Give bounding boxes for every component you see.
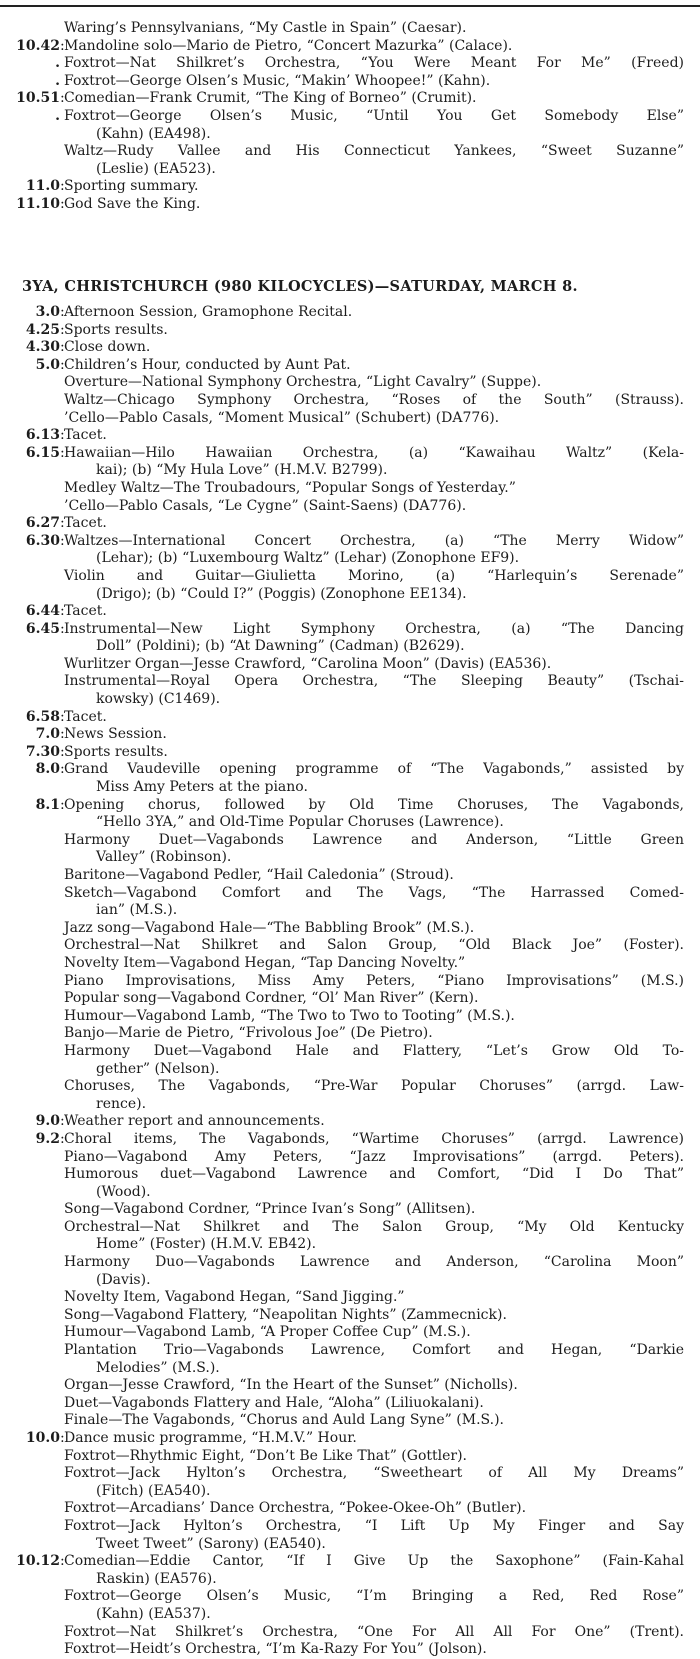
time-colon: :	[60, 444, 65, 461]
time-label: 7.0	[35, 726, 60, 743]
programme-line	[0, 1360, 700, 1378]
programme-text: Humour—Vagabond Lamb, “The Two to Two to Tooting” (M.S.).	[64, 1007, 515, 1024]
programme-line	[0, 990, 700, 1008]
time-label: 6.30	[25, 532, 60, 549]
time-label: 11.10	[16, 195, 60, 212]
programme-line	[0, 1289, 700, 1307]
programme-line	[0, 1184, 700, 1202]
programme-text: Waltz—Chicago Symphony Orchestra, “Roses of the South” (Strauss).	[64, 391, 684, 408]
programme-text: Tacet.	[64, 603, 107, 620]
programme-text: Raskin) (EA576).	[96, 1570, 217, 1587]
programme-line	[0, 339, 700, 357]
programme-line	[0, 1166, 700, 1184]
programme-line	[0, 1324, 700, 1342]
programme-text: Novelty Item, Vagabond Hegan, “Sand Jigging.”	[64, 1289, 405, 1306]
programme-line	[0, 902, 700, 920]
programme-line	[0, 1624, 700, 1642]
time-colon: :	[60, 620, 65, 637]
programme-text: (Kahn) (EA537).	[96, 1605, 211, 1622]
christchurch-programme	[0, 304, 700, 1659]
programme-line	[0, 638, 700, 656]
programme-line	[0, 779, 700, 797]
time-label: 4.25	[25, 321, 60, 338]
programme-line	[0, 1553, 700, 1571]
programme-text: News Session.	[64, 726, 167, 743]
programme-line	[0, 1025, 700, 1043]
programme-line	[0, 691, 700, 709]
programme-text: Tweet Tweet” (Sarony) (EA540).	[96, 1535, 326, 1552]
time-colon: :	[60, 708, 65, 725]
programme-text: Orchestral—Nat Shilkret and Salon Group, “Old Black Joe” (Foster).	[64, 937, 684, 954]
programme-text: Doll” (Poldini); (b) “At Dawning” (Cadman) (B2629).	[96, 638, 465, 655]
programme-line	[0, 1149, 700, 1167]
time-colon: :	[60, 1113, 65, 1130]
programme-line	[0, 1307, 700, 1325]
programme-text: (Davis).	[96, 1271, 151, 1288]
time-label: 4.30	[25, 339, 60, 356]
programme-text: Foxtrot—Nat Shilkret’s Orchestra, “One For All All For One” (Trent).	[64, 1623, 684, 1640]
programme-line	[0, 761, 700, 779]
programme-line	[0, 1008, 700, 1026]
programme-line	[0, 515, 700, 533]
programme-text: Waltzes—International Concert Orchestra, (a) “The Merry Widow”	[64, 532, 684, 549]
programme-line	[0, 55, 700, 73]
time-label: 8.1	[35, 796, 60, 813]
programme-text: Foxtrot—Nat Shilkret’s Orchestra, “You Were Meant For Me” (Freed)	[64, 55, 684, 72]
time-label: 5.0	[35, 356, 60, 373]
programme-text: (Kahn) (EA498).	[96, 125, 211, 142]
programme-text: Foxtrot—George Olsen’s Music, “I’m Bringing a Red, Red Rose”	[64, 1588, 684, 1605]
programme-line	[0, 832, 700, 850]
programme-text: Sporting summary.	[64, 178, 199, 195]
programme-text: Finale—The Vagabonds, “Chorus and Auld Lang Syne” (M.S.).	[64, 1412, 504, 1429]
time-label: 6.58	[25, 708, 60, 725]
time-label: 10.12	[16, 1553, 60, 1570]
programme-line	[0, 1061, 700, 1079]
programme-line	[0, 1236, 700, 1254]
programme-text: Home” (Foster) (H.M.V. EB42).	[96, 1236, 317, 1253]
time-label: 9.2	[35, 1130, 60, 1147]
programme-text: Humour—Vagabond Lamb, “A Proper Coffee Cup” (M.S.).	[64, 1324, 471, 1341]
programme-line	[0, 357, 700, 375]
programme-text: Comedian—Frank Crumit, “The King of Borneo” (Crumit).	[64, 90, 477, 107]
programme-line	[0, 1588, 700, 1606]
programme-line	[0, 1078, 700, 1096]
programme-line	[0, 1606, 700, 1624]
programme-line	[0, 1571, 700, 1589]
programme-text: Waltz—Rudy Vallee and His Connecticut Yankees, “Sweet Suzanne”	[64, 143, 684, 160]
time-label: 9.0	[35, 1113, 60, 1130]
programme-line	[0, 885, 700, 903]
programme-text: Sketch—Vagabond Comfort and The Vags, “The Harrassed Comed-	[64, 884, 684, 901]
programme-text: ian” (M.S.).	[96, 902, 178, 919]
programme-line	[0, 656, 700, 674]
programme-text: Duet—Vagabonds Flattery and Hale, “Aloha” (Liliuokalani).	[64, 1394, 484, 1411]
programme-line	[0, 920, 700, 938]
programme-text: Tacet.	[64, 427, 107, 444]
programme-line	[0, 1395, 700, 1413]
programme-text: Novelty Item—Vagabond Hegan, “Tap Dancing Novelty.”	[64, 954, 466, 971]
programme-line	[0, 603, 700, 621]
top-rule	[0, 5, 700, 7]
programme-text: Baritone—Vagabond Pedler, “Hail Caledonia” (Stroud).	[64, 867, 454, 883]
programme-text: Tacet.	[64, 515, 107, 532]
programme-line	[0, 143, 700, 161]
programme-line	[0, 955, 700, 973]
time-label: 6.27	[25, 515, 60, 532]
station-heading: 3YA, CHRISTCHURCH (980 KILOCYCLES)—SATURDAY, MARCH 8.	[22, 278, 578, 295]
time-colon: :	[60, 743, 65, 760]
time-colon: :	[60, 304, 65, 320]
time-colon: :	[60, 427, 65, 444]
time-label: .	[55, 72, 60, 89]
programme-text: Melodies” (M.S.).	[96, 1359, 220, 1376]
programme-line	[0, 462, 700, 480]
programme-line	[0, 1113, 700, 1131]
time-colon: :	[60, 726, 65, 743]
programme-line	[0, 709, 700, 727]
time-label: 6.13	[25, 427, 60, 444]
programme-text: (Wood).	[96, 1183, 151, 1200]
programme-text: (Lehar); (b) “Luxembourg Waltz” (Lehar) (Zonophone EF9).	[96, 550, 520, 567]
time-label: 10.42	[16, 37, 60, 54]
time-label: 10.51	[16, 90, 60, 107]
time-colon: :	[60, 1553, 65, 1570]
programme-line	[0, 1536, 700, 1554]
programme-line	[0, 621, 700, 639]
programme-text: Foxtrot—Jack Hylton’s Orchestra, “Sweetheart of All My Dreams”	[64, 1465, 684, 1482]
time-label: 6.45	[25, 620, 60, 637]
programme-text: “Hello 3YA,” and Old-Time Popular Choruses (Lawrence).	[96, 814, 504, 831]
programme-text: (Drigo); (b) “Could I?” (Poggis) (Zonophone EE134).	[96, 585, 467, 602]
time-label: 6.15	[25, 444, 60, 461]
programme-line	[0, 126, 700, 144]
programme-text: Foxtrot—George Olsen’s Music, “Until You Get Somebody Else”	[64, 107, 684, 124]
programme-text: kai); (b) “My Hula Love” (H.M.V. B2799).	[96, 462, 388, 479]
time-colon: :	[60, 90, 65, 107]
time-colon: :	[60, 1430, 65, 1446]
programme-text: Miss Amy Peters at the piano.	[96, 779, 308, 796]
programme-line	[0, 797, 700, 815]
programme-text: Popular song—Vagabond Cordner, “Ol’ Man River” (Kern).	[64, 990, 479, 1007]
programme-line	[0, 814, 700, 832]
programme-text: Foxtrot—George Olsen’s Music, “Makin’ Whoopee!” (Kahn).	[64, 72, 491, 89]
programme-line	[0, 304, 700, 322]
programme-text: Song—Vagabond Flattery, “Neapolitan Nights” (Zammecnick).	[64, 1306, 507, 1323]
previous-station-programme	[0, 20, 700, 214]
programme-line	[0, 1430, 700, 1448]
programme-line	[0, 1500, 700, 1518]
programme-line	[0, 374, 700, 392]
programme-line	[0, 533, 700, 551]
programme-line	[0, 673, 700, 691]
programme-line	[0, 1272, 700, 1290]
programme-text: Valley” (Robinson).	[96, 849, 232, 866]
programme-text: Plantation Trio—Vagabonds Lawrence, Comfort and Hegan, “Darkie	[64, 1342, 684, 1359]
time-colon: :	[60, 356, 65, 373]
time-label: 10.0	[25, 1430, 60, 1446]
programme-line	[0, 1131, 700, 1149]
programme-text: Instrumental—Royal Opera Orchestra, “The Sleeping Beauty” (Tschai-	[64, 673, 684, 690]
programme-text: Violin and Guitar—Giulietta Morino, (a) “Harlequin’s Serenade”	[64, 567, 684, 584]
time-colon: :	[60, 339, 65, 356]
time-colon: :	[60, 761, 65, 778]
time-colon: :	[60, 796, 65, 813]
programme-text: Foxtrot—Jack Hylton’s Orchestra, “I Lift Up My Finger and Say	[64, 1517, 684, 1534]
programme-line	[0, 480, 700, 498]
programme-line	[0, 20, 700, 38]
programme-text: Dance music programme, “H.M.V.” Hour.	[64, 1430, 357, 1446]
programme-line	[0, 322, 700, 340]
programme-text: God Save the King.	[64, 195, 201, 212]
programme-line	[0, 849, 700, 867]
programme-line	[0, 1641, 700, 1659]
time-label: 3.0	[35, 304, 60, 320]
programme-line	[0, 1465, 700, 1483]
programme-text: Waring’s Pennsylvanians, “My Castle in Spain” (Caesar).	[64, 20, 467, 36]
programme-text: Foxtrot—Heidt’s Orchestra, “I’m Ka-Razy For You” (Jolson).	[64, 1641, 487, 1658]
programme-text: Mandoline solo—Mario de Pietro, “Concert Mazurka” (Calace).	[64, 37, 513, 54]
programme-text: Choral items, The Vagabonds, “Wartime Choruses” (arrgd. Lawrence)	[64, 1130, 684, 1147]
programme-text: Close down.	[64, 339, 151, 356]
programme-text: Choruses, The Vagabonds, “Pre-War Popular Choruses” (arrgd. Law-	[64, 1078, 684, 1095]
time-colon: :	[60, 603, 65, 620]
programme-text: Instrumental—New Light Symphony Orchestra, (a) “The Dancing	[64, 620, 684, 637]
programme-line	[0, 1448, 700, 1466]
programme-text: Medley Waltz—The Troubadours, “Popular Songs of Yesterday.”	[64, 479, 516, 496]
time-label: 7.30	[25, 743, 60, 760]
programme-line	[0, 196, 700, 214]
programme-text: Foxtrot—Arcadians’ Dance Orchestra, “Pokee-Okee-Oh” (Butler).	[64, 1500, 527, 1517]
programme-text: Orchestral—Nat Shilkret and The Salon Group, “My Old Kentucky	[64, 1218, 684, 1235]
programme-text: Banjo—Marie de Pietro, “Frivolous Joe” (De Pietro).	[64, 1025, 433, 1042]
programme-text: Children’s Hour, conducted by Aunt Pat.	[64, 356, 351, 373]
programme-line	[0, 1518, 700, 1536]
programme-text: Harmony Duo—Vagabonds Lawrence and Anderson, “Carolina Moon”	[64, 1254, 684, 1271]
time-colon: :	[60, 1130, 65, 1147]
programme-line	[0, 498, 700, 516]
programme-text: gether” (Nelson).	[96, 1060, 220, 1077]
programme-text: ’Cello—Pablo Casals, “Le Cygne” (Saint-Saens) (DA776).	[64, 497, 467, 514]
programme-line	[0, 178, 700, 196]
programme-text: Jazz song—Vagabond Hale—“The Babbling Brook” (M.S.).	[64, 919, 475, 936]
programme-line	[0, 38, 700, 56]
time-label: .	[55, 107, 60, 124]
programme-line	[0, 161, 700, 179]
programme-text: kowsky) (C1469).	[96, 691, 221, 708]
time-colon: :	[60, 532, 65, 549]
programme-text: (Fitch) (EA540).	[96, 1482, 211, 1499]
programme-line	[0, 937, 700, 955]
programme-line	[0, 1043, 700, 1061]
time-colon: :	[60, 37, 65, 54]
programme-text: Piano Improvisations, Miss Amy Peters, “Piano Improvisations” (M.S.)	[64, 972, 684, 989]
programme-line	[0, 867, 700, 885]
time-colon: :	[60, 178, 65, 195]
time-colon: :	[60, 195, 65, 212]
time-colon: :	[60, 321, 65, 338]
programme-line	[0, 108, 700, 126]
programme-line	[0, 1201, 700, 1219]
programme-line	[0, 1096, 700, 1114]
time-label: 8.0	[35, 761, 60, 778]
programme-text: ’Cello—Pablo Casals, “Moment Musical” (Schubert) (DA776).	[64, 409, 500, 426]
programme-text: Afternoon Session, Gramophone Recital.	[64, 304, 353, 320]
programme-text: Comedian—Eddie Cantor, “If I Give Up the Saxophone” (Fain-Kahal	[64, 1553, 684, 1570]
programme-text: Foxtrot—Rhythmic Eight, “Don’t Be Like That” (Gottler).	[64, 1447, 467, 1464]
time-label: 11.0	[25, 178, 60, 195]
programme-line	[0, 445, 700, 463]
programme-text: Organ—Jesse Crawford, “In the Heart of the Sunset” (Nicholls).	[64, 1377, 518, 1394]
programme-line	[0, 410, 700, 428]
programme-text: Song—Vagabond Cordner, “Prince Ivan’s Song” (Allitsen).	[64, 1201, 476, 1218]
programme-line	[0, 1342, 700, 1360]
programme-line	[0, 973, 700, 991]
programme-line	[0, 90, 700, 108]
programme-line	[0, 1254, 700, 1272]
programme-line	[0, 1219, 700, 1237]
time-label: 6.44	[25, 603, 60, 620]
time-label: .	[55, 55, 60, 72]
programme-text: Tacet.	[64, 708, 107, 725]
programme-line	[0, 73, 700, 91]
programme-text: Sports results.	[64, 321, 168, 338]
programme-text: Harmony Duet—Vagabonds Lawrence and Anderson, “Little Green	[64, 831, 684, 848]
programme-line	[0, 744, 700, 762]
programme-text: Wurlitzer Organ—Jesse Crawford, “Carolina Moon” (Davis) (EA536).	[64, 655, 552, 672]
programme-text: Hawaiian—Hilo Hawaiian Orchestra, (a) “Kawaihau Waltz” (Kela-	[64, 444, 684, 461]
programme-line	[0, 392, 700, 410]
programme-text: Sports results.	[64, 743, 168, 760]
programme-line	[0, 726, 700, 744]
programme-text: (Leslie) (EA523).	[96, 160, 216, 177]
programme-line	[0, 1412, 700, 1430]
programme-line	[0, 1377, 700, 1395]
programme-line	[0, 550, 700, 568]
programme-line	[0, 1483, 700, 1501]
programme-text: Weather report and announcements.	[64, 1113, 325, 1130]
programme-line	[0, 427, 700, 445]
programme-text: Opening chorus, followed by Old Time Choruses, The Vagabonds,	[64, 796, 684, 813]
time-colon: :	[60, 515, 65, 532]
programme-line	[0, 586, 700, 604]
programme-text: Humorous duet—Vagabond Lawrence and Comfort, “Did I Do That”	[64, 1166, 684, 1183]
programme-text: rence).	[96, 1095, 147, 1112]
programme-line	[0, 568, 700, 586]
programme-text: Grand Vaudeville opening programme of “The Vagabonds,” assisted by	[64, 761, 684, 778]
programme-text: Overture—National Symphony Orchestra, “Light Cavalry” (Suppe).	[64, 374, 542, 391]
programme-text: Piano—Vagabond Amy Peters, “Jazz Improvisations” (arrgd. Peters).	[64, 1148, 684, 1165]
programme-text: Harmony Duet—Vagabond Hale and Flattery, “Let’s Grow Old To-	[64, 1042, 684, 1059]
